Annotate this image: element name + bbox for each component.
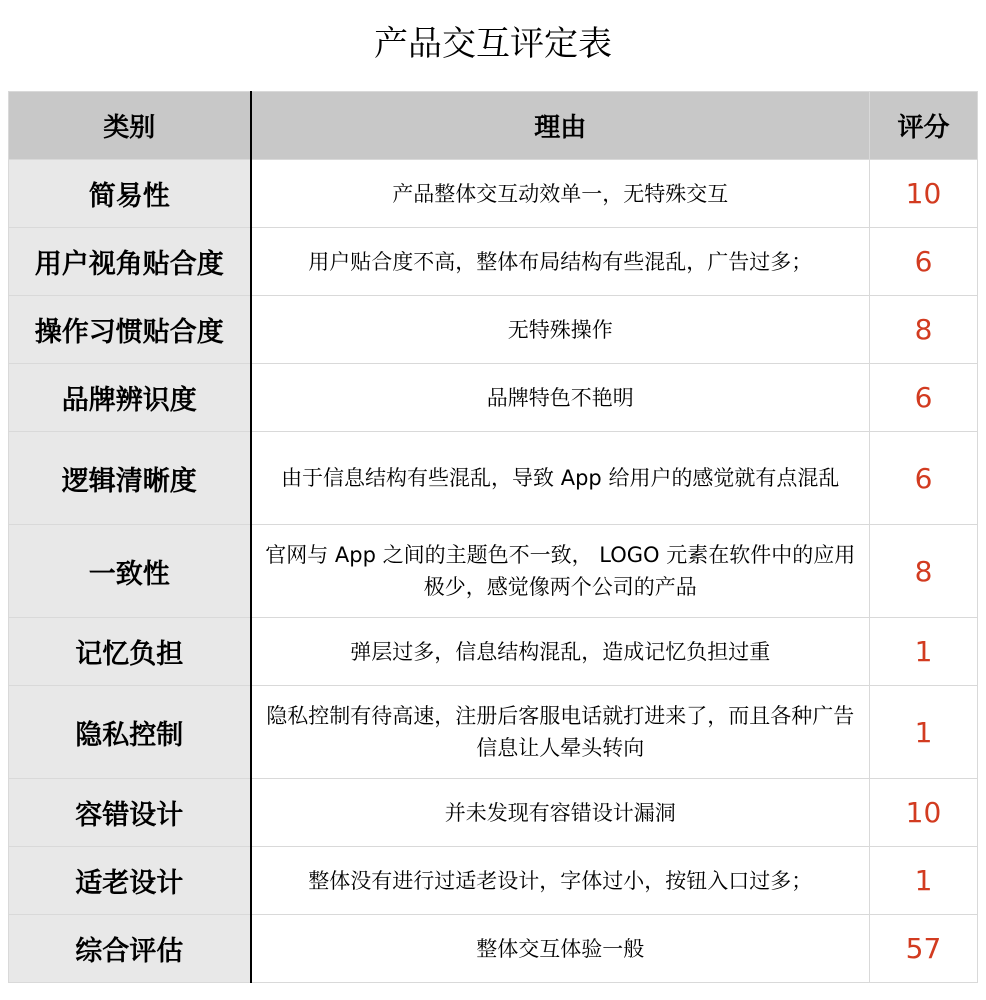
reason-cell: 产品整体交互动效单一，无特殊交互 <box>251 160 870 228</box>
score-cell: 8 <box>870 296 978 364</box>
category-cell: 简易性 <box>9 160 251 228</box>
table-row <box>9 432 978 525</box>
column-header-score: 评分 <box>870 92 978 160</box>
table-header-row <box>9 92 978 160</box>
total-score-cell: 57 <box>870 915 978 983</box>
score-cell: 6 <box>870 432 978 525</box>
score-cell: 6 <box>870 228 978 296</box>
score-cell: 10 <box>870 160 978 228</box>
score-cell: 8 <box>870 525 978 618</box>
category-cell: 品牌辨识度 <box>9 364 251 432</box>
reason-cell: 并未发现有容错设计漏洞 <box>251 779 870 847</box>
evaluation-table <box>8 91 978 983</box>
category-cell: 容错设计 <box>9 779 251 847</box>
category-cell: 用户视角贴合度 <box>9 228 251 296</box>
table-row <box>9 160 978 228</box>
category-cell: 操作习惯贴合度 <box>9 296 251 364</box>
reason-cell: 无特殊操作 <box>251 296 870 364</box>
category-cell: 一致性 <box>9 525 251 618</box>
reason-cell: 用户贴合度不高，整体布局结构有些混乱，广告过多； <box>251 228 870 296</box>
table-row <box>9 296 978 364</box>
table-row <box>9 847 978 915</box>
category-cell: 适老设计 <box>9 847 251 915</box>
category-cell: 记忆负担 <box>9 618 251 686</box>
score-cell: 1 <box>870 847 978 915</box>
reason-cell: 由于信息结构有些混乱，导致 App 给用户的感觉就有点混乱 <box>251 432 870 525</box>
table-row <box>9 779 978 847</box>
column-header-reason: 理由 <box>251 92 870 160</box>
table-row <box>9 228 978 296</box>
page-title: 产品交互评定表 <box>374 24 612 64</box>
table-row-total <box>9 915 978 983</box>
reason-cell: 弹层过多，信息结构混乱，造成记忆负担过重 <box>251 618 870 686</box>
reason-cell: 品牌特色不艳明 <box>251 364 870 432</box>
category-cell: 隐私控制 <box>9 686 251 779</box>
score-cell: 6 <box>870 364 978 432</box>
table-row <box>9 525 978 618</box>
table-row <box>9 618 978 686</box>
score-cell: 1 <box>870 618 978 686</box>
score-cell: 10 <box>870 779 978 847</box>
category-cell: 逻辑清晰度 <box>9 432 251 525</box>
table-row <box>9 364 978 432</box>
reason-cell: 隐私控制有待高速，注册后客服电话就打进来了，而且各种广告信息让人晕头转向 <box>251 686 870 779</box>
category-cell: 综合评估 <box>9 915 251 983</box>
reason-cell: 整体没有进行过适老设计，字体过小，按钮入口过多； <box>251 847 870 915</box>
column-header-category: 类别 <box>9 92 251 160</box>
score-cell: 1 <box>870 686 978 779</box>
reason-cell: 官网与 App 之间的主题色不一致， LOGO 元素在软件中的应用极少，感觉像两个公司的产品 <box>251 525 870 618</box>
table-row <box>9 686 978 779</box>
reason-cell: 整体交互体验一般 <box>251 915 870 983</box>
